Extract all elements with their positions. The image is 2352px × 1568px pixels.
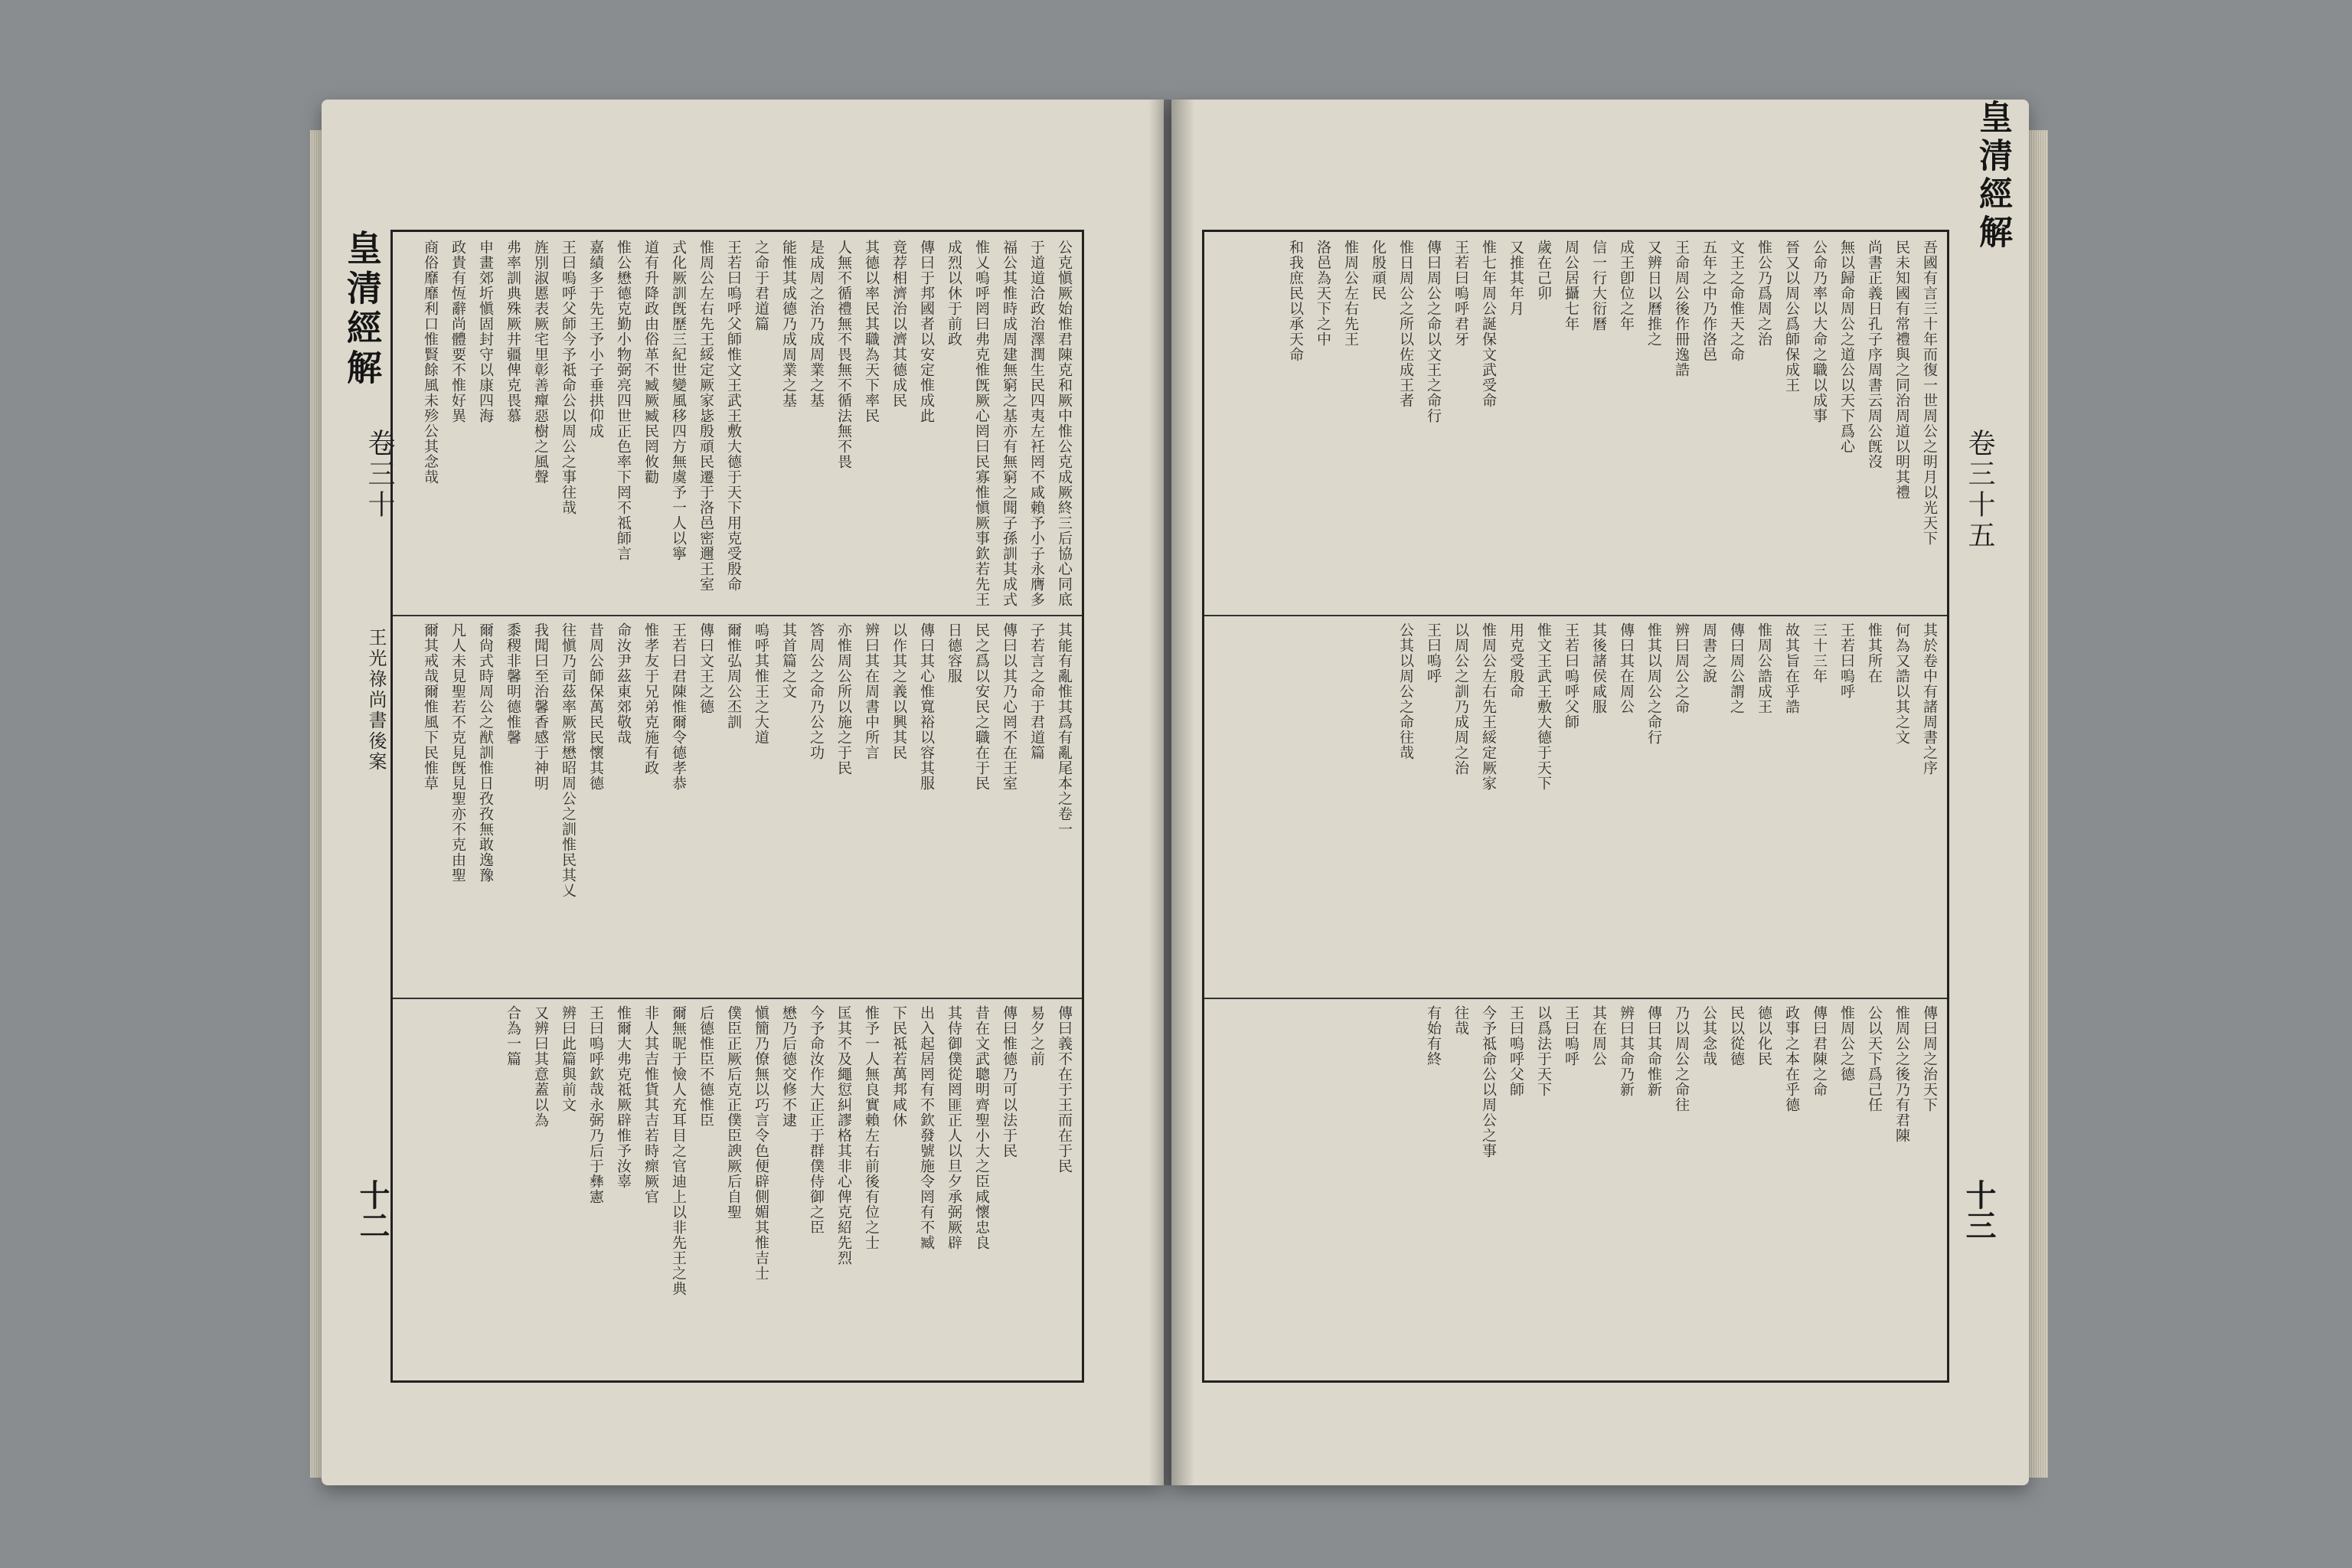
- text-column: 無以歸命周公之道公以天下爲心: [1838, 240, 1855, 454]
- text-column: 何為又誥以其之文: [1893, 622, 1910, 745]
- text-column: 昔周公師保萬民民懷其德: [587, 622, 604, 791]
- text-column: 式化厥訓旣歷三紀世變風移四方無虞予一人以寧: [670, 240, 687, 561]
- text-column: 嗚呼其惟王之大道: [753, 622, 769, 745]
- text-column: 非人其吉惟貨其吉若時瘝厥官: [642, 1005, 659, 1204]
- text-column: 政事之本在乎德: [1783, 1005, 1800, 1112]
- right-top-band: [1209, 237, 1942, 610]
- left-middle-band: [397, 619, 1077, 993]
- text-column: 辨曰周公之命: [1673, 622, 1690, 714]
- left-top-band: [397, 237, 1077, 610]
- text-column: 王若曰嗚呼父師惟文王武王敷大德于天下用克受殷命: [725, 240, 742, 592]
- text-column: 是成周之治乃成周業之基: [808, 240, 825, 408]
- text-column: 民以從德: [1728, 1005, 1745, 1067]
- left-bottom-band: [397, 1002, 1077, 1376]
- right-volume-label: 卷三十五: [1964, 429, 1995, 551]
- text-column: 惟周公左右先王: [1342, 240, 1359, 347]
- text-column: 爾其戒哉爾惟風下民惟草: [422, 622, 439, 791]
- text-column: 王若曰嗚呼君牙: [1452, 240, 1469, 347]
- left-band-rule-1: [393, 615, 1082, 616]
- text-column: 能惟其成德乃成周業之基: [780, 240, 797, 408]
- text-column: 竟荐相濟治以濟其德成民: [890, 240, 907, 408]
- text-column: 傳曰文王之德: [697, 622, 714, 714]
- text-column: 以作其之義以興其民: [890, 622, 907, 760]
- text-column: 晉又以周公爲師保成王: [1783, 240, 1800, 393]
- text-column: 傳曰周公謂之: [1728, 622, 1745, 714]
- text-column: 辨曰此篇與前文: [560, 1005, 577, 1112]
- text-column: 王曰嗚呼: [1425, 622, 1442, 684]
- text-column: 日德容服: [946, 622, 962, 684]
- left-volume-label: 卷三十: [364, 429, 395, 521]
- text-column: 周書之說: [1700, 622, 1717, 684]
- text-column: 政貴有恆辭尚體要不惟好異: [449, 240, 466, 423]
- text-column: 傳曰周之治天下: [1921, 1005, 1938, 1112]
- text-column: 下民祗若萬邦咸休: [890, 1005, 907, 1128]
- text-column: 其後諸侯咸服: [1590, 622, 1607, 714]
- text-column: 王曰嗚呼欽哉永弼乃后于彝憲: [587, 1005, 604, 1204]
- text-column: 其能有亂惟其爲有亂尾本之卷一: [1056, 622, 1073, 837]
- text-column: 辨曰其在周書中所言: [863, 622, 880, 760]
- text-column: 其侍御僕從罔匪正人以旦夕承弼厥辟: [946, 1005, 962, 1250]
- text-column: 洛邑為天下之中: [1315, 240, 1331, 347]
- text-column: 傳曰其命惟新: [1645, 1005, 1662, 1097]
- text-column: 愼簡乃僚無以巧言令色便辟側媚其惟吉士: [753, 1005, 769, 1281]
- text-column: 昔在文武聰明齊聖小大之臣咸懷忠良: [973, 1005, 990, 1250]
- text-column: 易夕之前: [1028, 1005, 1045, 1067]
- text-column: 往愼乃司茲率厥常懋昭周公之訓惟民其乂: [560, 622, 577, 898]
- text-column: 惟七年周公誕保文武受命: [1480, 240, 1497, 408]
- text-column: 乃以周公之命往: [1673, 1005, 1690, 1112]
- left-running-head: 王光祿尚書後案: [365, 628, 387, 773]
- text-column: 合為一篇: [505, 1005, 521, 1067]
- text-column: 惟周公之德: [1838, 1005, 1855, 1082]
- text-column: 惟其以周公之命行: [1645, 622, 1662, 745]
- text-column: 王曰嗚呼: [1563, 1005, 1579, 1067]
- text-column: 又辨日以曆推之: [1645, 240, 1662, 347]
- text-column: 僕臣正厥后克正僕臣諛厥后自聖: [725, 1005, 742, 1220]
- text-column: 王若曰嗚呼: [1838, 622, 1855, 699]
- text-column: 旌別淑慝表厥宅里彰善癉惡樹之風聲: [532, 240, 549, 485]
- text-column: 民未知國有常禮與之同治周道以明其禮: [1893, 240, 1910, 500]
- text-column: 惟予一人無良實賴左右前後有位之士: [863, 1005, 880, 1250]
- text-column: 吾國有言三十年而復一世周公之明月以光天下: [1921, 240, 1938, 546]
- text-column: 匡其不及繩愆糾謬格其非心俾克紹先烈: [835, 1005, 852, 1266]
- text-column: 惟周公左右先王綏定厥家: [1480, 622, 1497, 791]
- text-column: 信一行大衍曆: [1590, 240, 1607, 332]
- text-column: 惟日周公之所以佐成王者: [1397, 240, 1414, 408]
- text-column: 三十三年: [1811, 622, 1828, 684]
- text-column: 今予祗命公以周公之事: [1480, 1005, 1497, 1158]
- text-column: 辨曰其命乃新: [1618, 1005, 1635, 1097]
- text-column: 于道道洽政治澤潤生民四夷左衽罔不咸賴予小子永膺多: [1028, 240, 1045, 607]
- text-column: 往哉: [1452, 1005, 1469, 1036]
- text-column: 用克受殷命: [1508, 622, 1524, 699]
- text-column: 惟公懋德克勤小物弼亮四世正色率下罔不祗師言: [615, 240, 632, 561]
- text-column: 又辨曰其意蓋以為: [532, 1005, 549, 1128]
- text-column: 傳曰以其乃心罔不在王室: [1001, 622, 1018, 791]
- right-band-rule-1: [1204, 615, 1947, 616]
- text-column: 出入起居罔有不欽發號施令罔有不臧: [918, 1005, 935, 1250]
- text-column: 傳曰義不在于王而在于民: [1056, 1005, 1073, 1174]
- book-gutter: [1148, 100, 1194, 1485]
- text-column: 又推其年月: [1508, 240, 1524, 316]
- text-column: 以爲法于天下: [1535, 1005, 1552, 1097]
- text-column: 成烈以休于前政: [946, 240, 962, 347]
- text-column: 成王卽位之年: [1618, 240, 1635, 332]
- text-column: 爾惟弘周公丕訓: [725, 622, 742, 730]
- left-page-title: 皇清經解: [341, 230, 383, 389]
- text-column: 凡人未見聖若不克見旣見聖亦不克由聖: [449, 622, 466, 883]
- text-column: 后德惟臣不德惟臣: [697, 1005, 714, 1128]
- text-column: 以周公之訓乃成周之治: [1452, 622, 1469, 776]
- text-column: 故其旨在乎誥: [1783, 622, 1800, 714]
- text-column: 惟乂嗚呼罔曰弗克惟旣厥心罔曰民寡惟愼厥事欽若先王: [973, 240, 990, 607]
- text-column: 五年之中乃作洛邑: [1700, 240, 1717, 362]
- right-page-number: 十三: [1961, 1179, 1997, 1240]
- text-column: 爾無昵于憸人充耳目之官迪上以非先王之典: [670, 1005, 687, 1296]
- text-column: 商俗靡靡利口惟賢餘風未殄公其念哉: [422, 240, 439, 485]
- text-column: 和我庶民以承天命: [1287, 240, 1304, 362]
- text-column: 公其念哉: [1700, 1005, 1717, 1067]
- text-column: 惟周公左右先王綏定厥家毖殷頑民遷于洛邑密邇王室: [697, 240, 714, 592]
- text-column: 惟周公誥成王: [1756, 622, 1772, 714]
- text-column: 傳曰于邦國者以安定惟成此: [918, 240, 935, 423]
- right-text-frame: [1202, 230, 1949, 1383]
- left-band-rule-2: [393, 998, 1082, 999]
- right-bottom-band: [1209, 1002, 1942, 1376]
- text-column: 黍稷非馨明德惟馨: [505, 622, 521, 745]
- text-column: 公以天下爲己任: [1866, 1005, 1883, 1112]
- text-column: 亦惟周公所以施之于民: [835, 622, 852, 776]
- text-column: 周公居攝七年: [1563, 240, 1579, 332]
- text-column: 其於卷中有諸周書之序: [1921, 622, 1938, 776]
- text-column: 傳曰周公之命以文王之命行: [1425, 240, 1442, 423]
- text-column: 有始有終: [1425, 1005, 1442, 1067]
- text-column: 惟公乃爲周之治: [1756, 240, 1772, 347]
- text-column: 王若曰嗚呼父師: [1563, 622, 1579, 730]
- text-column: 福公其惟時成周建無窮之基亦有無窮之聞子孫訓其成式: [1001, 240, 1018, 607]
- text-column: 道有升降政由俗革不臧厥臧民罔攸勸: [642, 240, 659, 485]
- text-column: 子若言之命于君道篇: [1028, 622, 1045, 760]
- text-column: 其德以率民其職為天下率民: [863, 240, 880, 423]
- text-column: 惟其所在: [1866, 622, 1883, 684]
- text-column: 德以化民: [1756, 1005, 1772, 1067]
- left-page-number: 十二: [354, 1179, 390, 1240]
- text-column: 公克愼厥始惟君陳克和厥中惟公克成厥終三后協心同底: [1056, 240, 1073, 607]
- right-page-title: 皇清經解: [1973, 100, 2012, 253]
- right-middle-band: [1209, 619, 1942, 993]
- text-column: 歲在己卯: [1535, 240, 1552, 301]
- text-column: 尚書正義日孔子序周書云周公旣沒: [1866, 240, 1883, 469]
- text-column: 公命乃率以大命之職以成事: [1811, 240, 1828, 423]
- text-column: 王若曰君陳惟爾令德孝恭: [670, 622, 687, 791]
- text-column: 化殷頑民: [1370, 240, 1387, 301]
- text-column: 王曰嗚呼父師: [1508, 1005, 1524, 1097]
- text-column: 惟文王武王敷大德于天下: [1535, 622, 1552, 791]
- text-column: 公其以周公之命往哉: [1397, 622, 1414, 760]
- text-column: 惟周公之後乃有君陳: [1893, 1005, 1910, 1143]
- right-band-rule-2: [1204, 998, 1947, 999]
- text-column: 命汝尹茲東郊敬哉: [615, 622, 632, 745]
- text-column: 申畫郊圻愼固封守以康四海: [477, 240, 494, 423]
- left-text-frame: [390, 230, 1084, 1383]
- text-column: 之命于君道篇: [753, 240, 769, 332]
- text-column: 文王之命惟天之命: [1728, 240, 1745, 362]
- text-column: 民之爲以安民之職在于民: [973, 622, 990, 791]
- text-column: 惟孝友于兄弟克施有政: [642, 622, 659, 776]
- text-column: 懋乃后德交修不逮: [780, 1005, 797, 1128]
- text-column: 傳曰君陳之命: [1811, 1005, 1828, 1097]
- text-column: 其在周公: [1590, 1005, 1607, 1067]
- text-column: 弗率訓典殊厥井疆俾克畏慕: [505, 240, 521, 423]
- text-column: 王曰嗚呼父師今予祗命公以周公之事往哉: [560, 240, 577, 515]
- text-column: 傳曰其在周公: [1618, 622, 1635, 714]
- text-column: 惟爾大弗克祗厥辟惟予汝辜: [615, 1005, 632, 1189]
- text-column: 傳曰其心惟寬裕以容其服: [918, 622, 935, 791]
- text-column: 嘉績多于先王予小子垂拱仰成: [587, 240, 604, 439]
- text-column: 傳曰惟德乃可以法于民: [1001, 1005, 1018, 1158]
- text-column: 答周公之命乃公之功: [808, 622, 825, 760]
- text-column: 今予命汝作大正正于群僕侍御之臣: [808, 1005, 825, 1235]
- text-column: 爾尙式時周公之猷訓惟日孜孜無敢逸豫: [477, 622, 494, 883]
- text-column: 其首篇之文: [780, 622, 797, 699]
- text-column: 人無不循禮無不畏無不循法無不畏: [835, 240, 852, 469]
- text-column: 我聞曰至治馨香感于神明: [532, 622, 549, 791]
- text-column: 王命周公後作冊逸誥: [1673, 240, 1690, 377]
